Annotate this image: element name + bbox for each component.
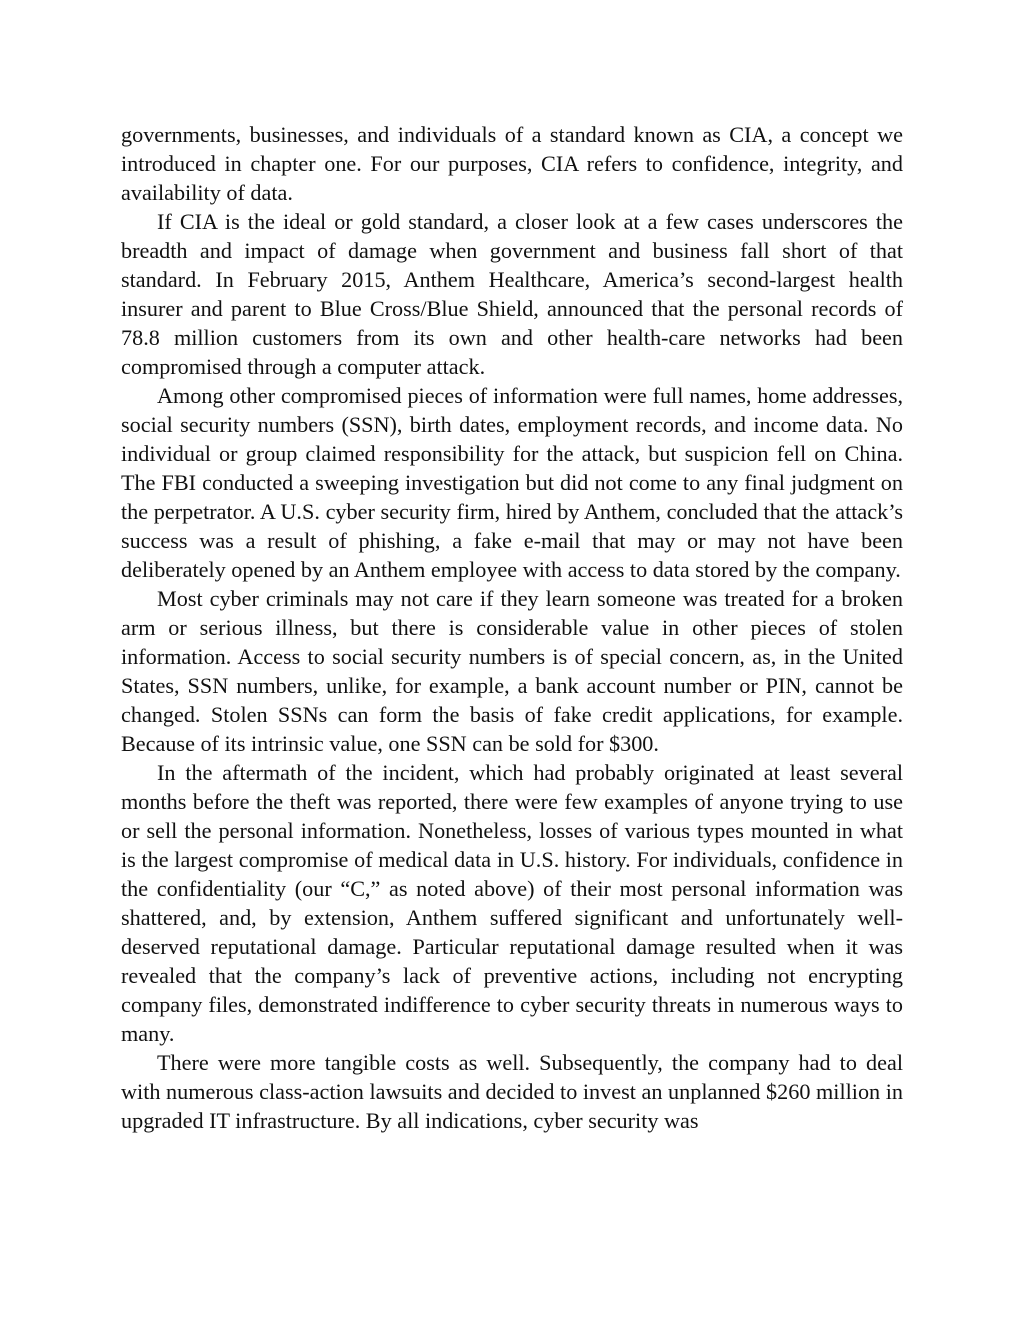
paragraph-1: governments, businesses, and individuals of a standard known as CIA, a concept we introduced in chapter one. For our purposes, CIA refers to confidence, integrity, and availability of data. [121,122,903,205]
paragraph-3: Among other compromised pieces of information were full names, home addresses, social security numbers (SSN), birth dates, employment records, and income data. No individual or group claimed responsibility for the attack, but suspicion fell on China. The FBI conducted a sweeping investigation but did not come to any final judgment on the perpetrator. A U.S. cyber security firm, hired by Anthem, concluded that the attack’s success was a result of phishing, a fake e-mail that may or may not have been deliberately opened by an Anthem employee with access to data stored by the company. [121,383,903,582]
paragraph-4: Most cyber criminals may not care if they learn someone was treated for a broken arm or serious illness, but there is considerable value in other pieces of stolen information. Access to social security numbers is of special concern, as, in the United States, SSN numbers, unlike, for example, a bank account number or PIN, cannot be changed. Stolen SSNs can form the basis of fake credit applications, for example. Because of its intrinsic value, one SSN can be sold for $300. [121,586,903,756]
paragraph-5: In the aftermath of the incident, which had probably originated at least several months before the theft was reported, there were few examples of anyone trying to use or sell the personal information. Nonetheless, losses of various types mounted in what is the largest compromise of medical data in U.S. history. For individuals, confidence in the confidentiality (our “C,” as noted above) of their most personal information was shattered, and, by extension, Anthem suffered significant and unfortunately well-deserved reputational damage. Particular reputational damage resulted when it was revealed that the company’s lack of preventive actions, including not encrypting company files, demonstrated indifference to cyber security threats in numerous ways to many. [121,760,903,1046]
paragraph-6: There were more tangible costs as well. Subsequently, the company had to deal with numerous class-action lawsuits and decided to invest an unplanned $260 million in upgraded IT infrastructure. By all indications, cyber security was [121,1050,903,1133]
paragraph-2: If CIA is the ideal or gold standard, a closer look at a few cases underscores the breadth and impact of damage when government and business fall short of that standard. In February 2015, Anthem Healthcare, America’s second-largest health insurer and parent to Blue Cross/Blue Shield, announced that the personal records of 78.8 million customers from its own and other health-care networks had been compromised through a computer attack. [121,209,903,379]
document-page [121,120,903,1135]
